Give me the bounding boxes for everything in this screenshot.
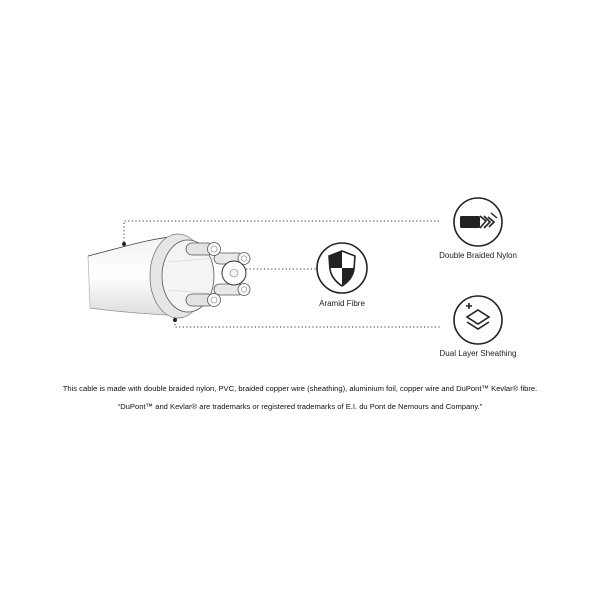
connector-dot-sheathing bbox=[173, 318, 177, 322]
caption-materials: This cable is made with double braided nylon, PVC, braided copper wire (sheathing), aluminium foil, copper wire and DuPont™ Kevlar® fibre. bbox=[62, 384, 538, 393]
connector-sheathing bbox=[175, 324, 440, 327]
cable-illustration bbox=[88, 234, 250, 318]
caption-trademarks: “DuPont™ and Kevlar® are trademarks or registered trademarks of E.I. du Pont de Nemours and Company.” bbox=[117, 402, 483, 411]
shield-icon bbox=[317, 243, 367, 293]
braided-cable-icon bbox=[454, 198, 502, 246]
label-double-braided-nylon: Double Braided Nylon bbox=[439, 251, 517, 260]
connector-dot-nylon bbox=[122, 242, 126, 246]
label-aramid-fibre: Aramid Fibre bbox=[319, 299, 365, 308]
layers-plus-icon bbox=[454, 296, 502, 344]
label-dual-layer-sheathing: Dual Layer Sheathing bbox=[439, 349, 517, 358]
